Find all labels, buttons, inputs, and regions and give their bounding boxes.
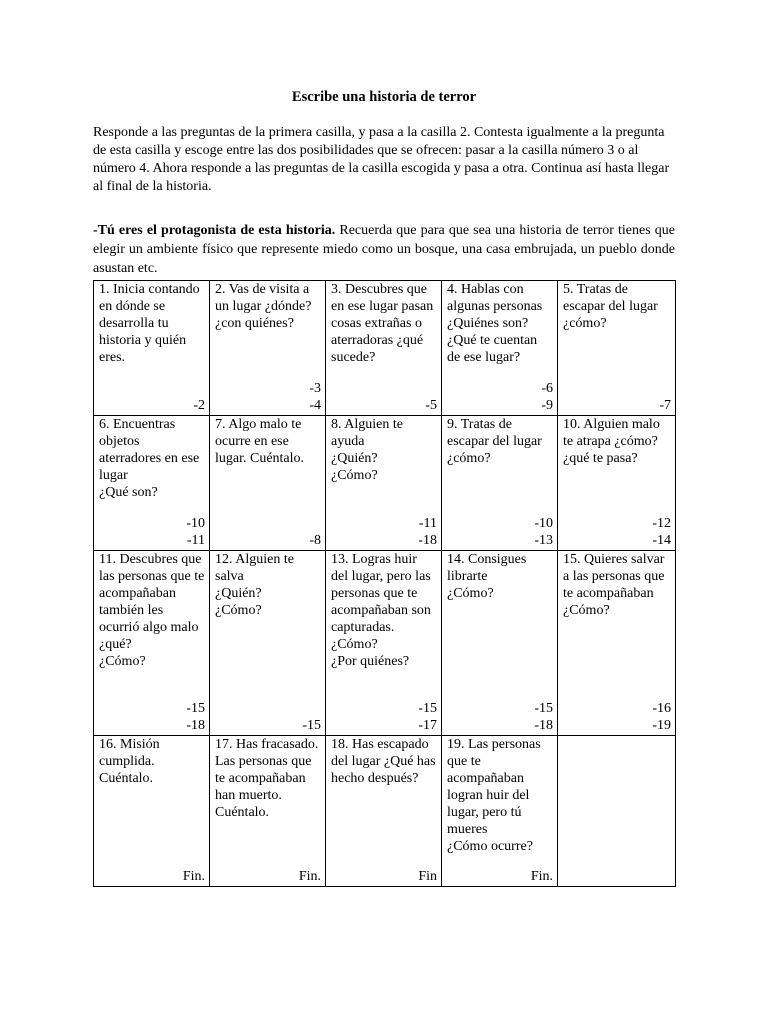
cell-text: 8. Alguien te ayuda ¿Quién? ¿Cómo? [331, 417, 403, 483]
grid-cell-17 [210, 736, 326, 887]
story-grid [93, 280, 676, 887]
protagonist-bold-text: -Tú eres el protagonista de esta historia. [93, 223, 336, 238]
cell-text: 18. Has escapado del lugar ¿Qué has hecho después? [331, 737, 436, 786]
cell-next-steps: -15 -17 [418, 701, 437, 733]
grid-row [94, 551, 676, 736]
grid-row [94, 281, 676, 416]
cell-next-steps: -16 -19 [652, 701, 671, 733]
grid-cell-18 [326, 736, 442, 887]
cell-next-steps: -6 -9 [541, 381, 553, 413]
grid-cell-15 [558, 551, 676, 736]
cell-next-steps: Fin. [182, 869, 205, 884]
cell-text: 5. Tratas de escapar del lugar ¿cómo? [563, 282, 658, 331]
instructions-paragraph: Responde a las preguntas de la primera casilla, y pasa a la casilla 2. Contesta igualmente a la pregunta de esta casilla y escoge entre las dos posibilidades que se ofrecen: pasar a la casilla número 3 o al número 4. Ahora responde a las preguntas de la casilla escogida y pasa a otra. Continua así hasta llegar al final de la historia. [93, 125, 670, 194]
cell-next-steps: -15 [302, 718, 321, 733]
grid-cell-9 [442, 416, 558, 551]
cell-next-steps: -15 -18 [186, 701, 205, 733]
grid-cell-12 [210, 551, 326, 736]
cell-next-steps: Fin. [298, 869, 321, 884]
grid-cell-1 [94, 281, 210, 416]
grid-row [94, 736, 676, 887]
grid-cell-20 [558, 736, 676, 887]
grid-cell-19 [442, 736, 558, 887]
grid-cell-5 [558, 281, 676, 416]
cell-text: 15. Quieres salvar a las personas que te acompañaban ¿Cómo? [563, 552, 665, 618]
grid-cell-14 [442, 551, 558, 736]
cell-next-steps: -5 [425, 398, 437, 413]
cell-next-steps: -10 -11 [186, 516, 205, 548]
cell-text: 7. Algo malo te ocurre en ese lugar. Cuéntalo. [215, 417, 305, 466]
grid-cell-7 [210, 416, 326, 551]
cell-text: 6. Encuentras objetos aterradores en ese lugar ¿Qué son? [99, 417, 200, 500]
grid-cell-4 [442, 281, 558, 416]
protagonist-paragraph [93, 221, 675, 278]
cell-text: 14. Consigues librarte ¿Cómo? [447, 552, 527, 601]
cell-text: 13. Logras huir del lugar, pero las personas que te acompañaban son capturadas. ¿Cómo? ¿Por quiénes? [331, 552, 431, 669]
grid-cell-2 [210, 281, 326, 416]
cell-text: 9. Tratas de escapar del lugar ¿cómo? [447, 417, 542, 466]
cell-text: 12. Alguien te salva ¿Quién? ¿Cómo? [215, 552, 294, 618]
cell-text: 17. Has fracasado. Las personas que te acompañaban han muerto. Cuéntalo. [215, 737, 319, 820]
cell-text: 16. Misión cumplida. Cuéntalo. [99, 737, 160, 786]
cell-next-steps: -3 -4 [309, 381, 321, 413]
cell-next-steps: -2 [193, 398, 205, 413]
cell-text: 19. Las personas que te acompañaban logran huir del lugar, pero tú mueres ¿Cómo ocurre? [447, 737, 541, 854]
cell-text: 11. Descubres que las personas que te acompañaban también les ocurrió algo malo ¿qué? ¿Cómo? [99, 552, 205, 669]
cell-next-steps: -15 -18 [534, 701, 553, 733]
grid-cell-16 [94, 736, 210, 887]
cell-next-steps: -11 -18 [418, 516, 437, 548]
cell-text: 4. Hablas con algunas personas ¿Quiénes son? ¿Qué te cuentan de ese lugar? [447, 282, 543, 365]
cell-text: 3. Descubres que en ese lugar pasan cosas extrañas o aterradoras ¿qué sucede? [331, 282, 434, 365]
grid-cell-8 [326, 416, 442, 551]
cell-next-steps: -8 [309, 533, 321, 548]
grid-cell-3 [326, 281, 442, 416]
grid-cell-11 [94, 551, 210, 736]
cell-text: 2. Vas de visita a un lugar ¿dónde? ¿con quiénes? [215, 282, 312, 331]
cell-next-steps: -7 [659, 398, 671, 413]
grid-row [94, 416, 676, 551]
cell-next-steps: -12 -14 [652, 516, 671, 548]
page-title: Escribe una historia de terror [291, 89, 477, 105]
cell-text: 1. Inicia contando en dónde se desarrolla tu historia y quién eres. [99, 282, 200, 365]
cell-next-steps: -10 -13 [534, 516, 553, 548]
cell-next-steps: Fin. [530, 869, 553, 884]
grid-cell-6 [94, 416, 210, 551]
cell-text: 10. Alguien malo te atrapa ¿cómo? ¿qué te pasa? [563, 417, 660, 466]
grid-cell-10 [558, 416, 676, 551]
cell-next-steps: Fin [418, 869, 437, 884]
grid-cell-13 [326, 551, 442, 736]
protagonist-text: Recuerda que para que sea una historia de terror tienes que elegir un ambiente físico que represente miedo como un bosque, una casa embrujada, un pueblo donde asustan etc. [93, 223, 675, 276]
